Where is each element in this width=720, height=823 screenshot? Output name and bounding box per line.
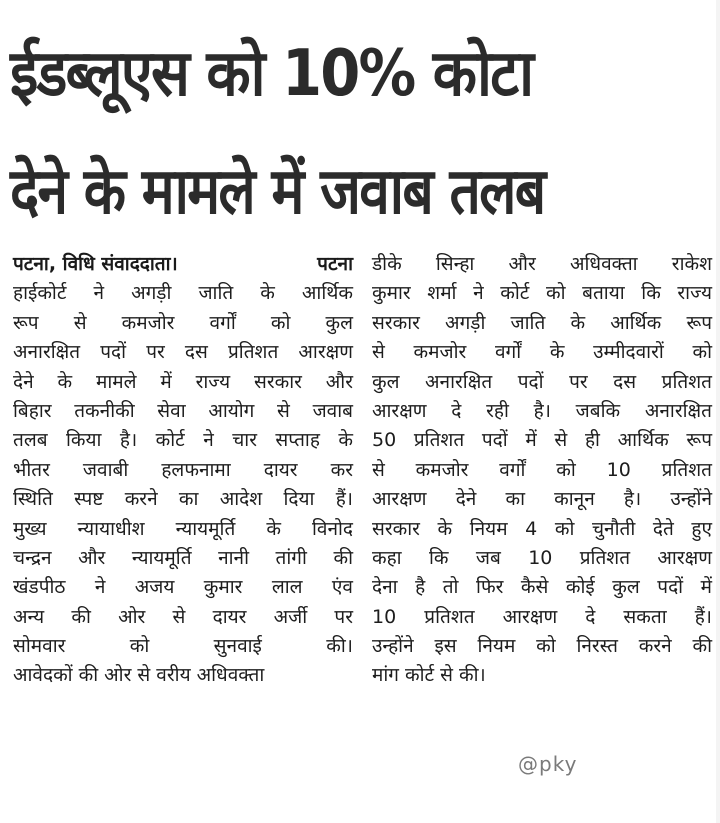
lead-word: पटना (317, 253, 353, 275)
left-column-line: भीतर जवाबी हलफनामा दायर कर (13, 458, 353, 481)
right-column-line: आरक्षण देने का कानून है। उन्होंने (372, 488, 712, 511)
right-column-line: कहा कि जब 10 प्रतिशत आरक्षण (372, 546, 712, 569)
watermark: @pky (518, 752, 578, 776)
left-column-body (13, 279, 353, 690)
left-column-line: देने के मामले में राज्य सरकार और (13, 370, 353, 393)
headline-line-1: ईडब्लूएस को 10% कोटा (10, 37, 533, 111)
right-column-line: देना है तो फिर कैसे कोई कुल पदों में (372, 576, 712, 599)
left-column-line: सोमवार को सुनवाई की। (13, 635, 353, 658)
left-column-line: तलब किया है। कोर्ट ने चार सप्ताह के (13, 429, 353, 452)
left-column-line: चन्द्रन और न्यायमूर्ति नानी तांगी की (13, 546, 353, 569)
right-column-line: उन्होंने इस नियम को निरस्त करने की (372, 635, 712, 658)
left-column-line: अनारक्षित पदों पर दस प्रतिशत आरक्षण (13, 341, 353, 364)
left-column-line: हाईकोर्ट ने अगड़ी जाति के आर्थिक (13, 282, 353, 305)
article-column-right (372, 250, 712, 691)
dateline: पटना, विधि संवाददाता। (13, 253, 178, 275)
right-column-line: कुल अनारक्षित पदों पर दस प्रतिशत (372, 370, 712, 393)
right-column-line: से कमजोर वर्गों को 10 प्रतिशत (372, 458, 712, 481)
right-column-line: सरकार के नियम 4 को चुनौती देते हुए (372, 517, 712, 540)
left-column-line: बिहार तकनीकी सेवा आयोग से जवाब (13, 399, 353, 422)
right-column-line: कुमार शर्मा ने कोर्ट को बताया कि राज्य (372, 282, 712, 305)
headline-line-2: देने के मामले में जवाब तलब (10, 155, 545, 229)
right-column-line: डीके सिन्हा और अधिवक्ता राकेश (372, 253, 712, 275)
left-column-line: खंडपीठ ने अजय कुमार लाल एंव (13, 576, 353, 599)
left-column-line: आवेदकों की ओर से वरीय अधिवक्ता (13, 664, 265, 687)
article-lead-line (13, 250, 353, 279)
article-column-left (13, 250, 353, 691)
left-column-line: अन्य की ओर से दायर अर्जी पर (13, 605, 353, 628)
right-column-line: मांग कोर्ट से की। (372, 664, 486, 687)
page-edge (716, 0, 720, 823)
right-column-line: 10 प्रतिशत आरक्षण दे सकता हैं। (372, 605, 712, 628)
left-column-line: स्थिति स्पष्ट करने का आदेश दिया हैं। (13, 488, 353, 511)
right-column-line: सरकार अगड़ी जाति के आर्थिक रूप (372, 311, 712, 334)
right-column-body (372, 250, 712, 691)
right-column-line: आरक्षण दे रही है। जबकि अनारक्षित (372, 399, 712, 422)
left-column-line: रूप से कमजोर वर्गों को कुल (13, 311, 353, 334)
right-column-line: से कमजोर वर्गों के उम्मीदवारों को (372, 341, 712, 364)
left-column-line: मुख्य न्यायाधीश न्यायमूर्ति के विनोद (13, 517, 353, 540)
right-column-line: 50 प्रतिशत पदों में से ही आर्थिक रूप (372, 429, 712, 452)
